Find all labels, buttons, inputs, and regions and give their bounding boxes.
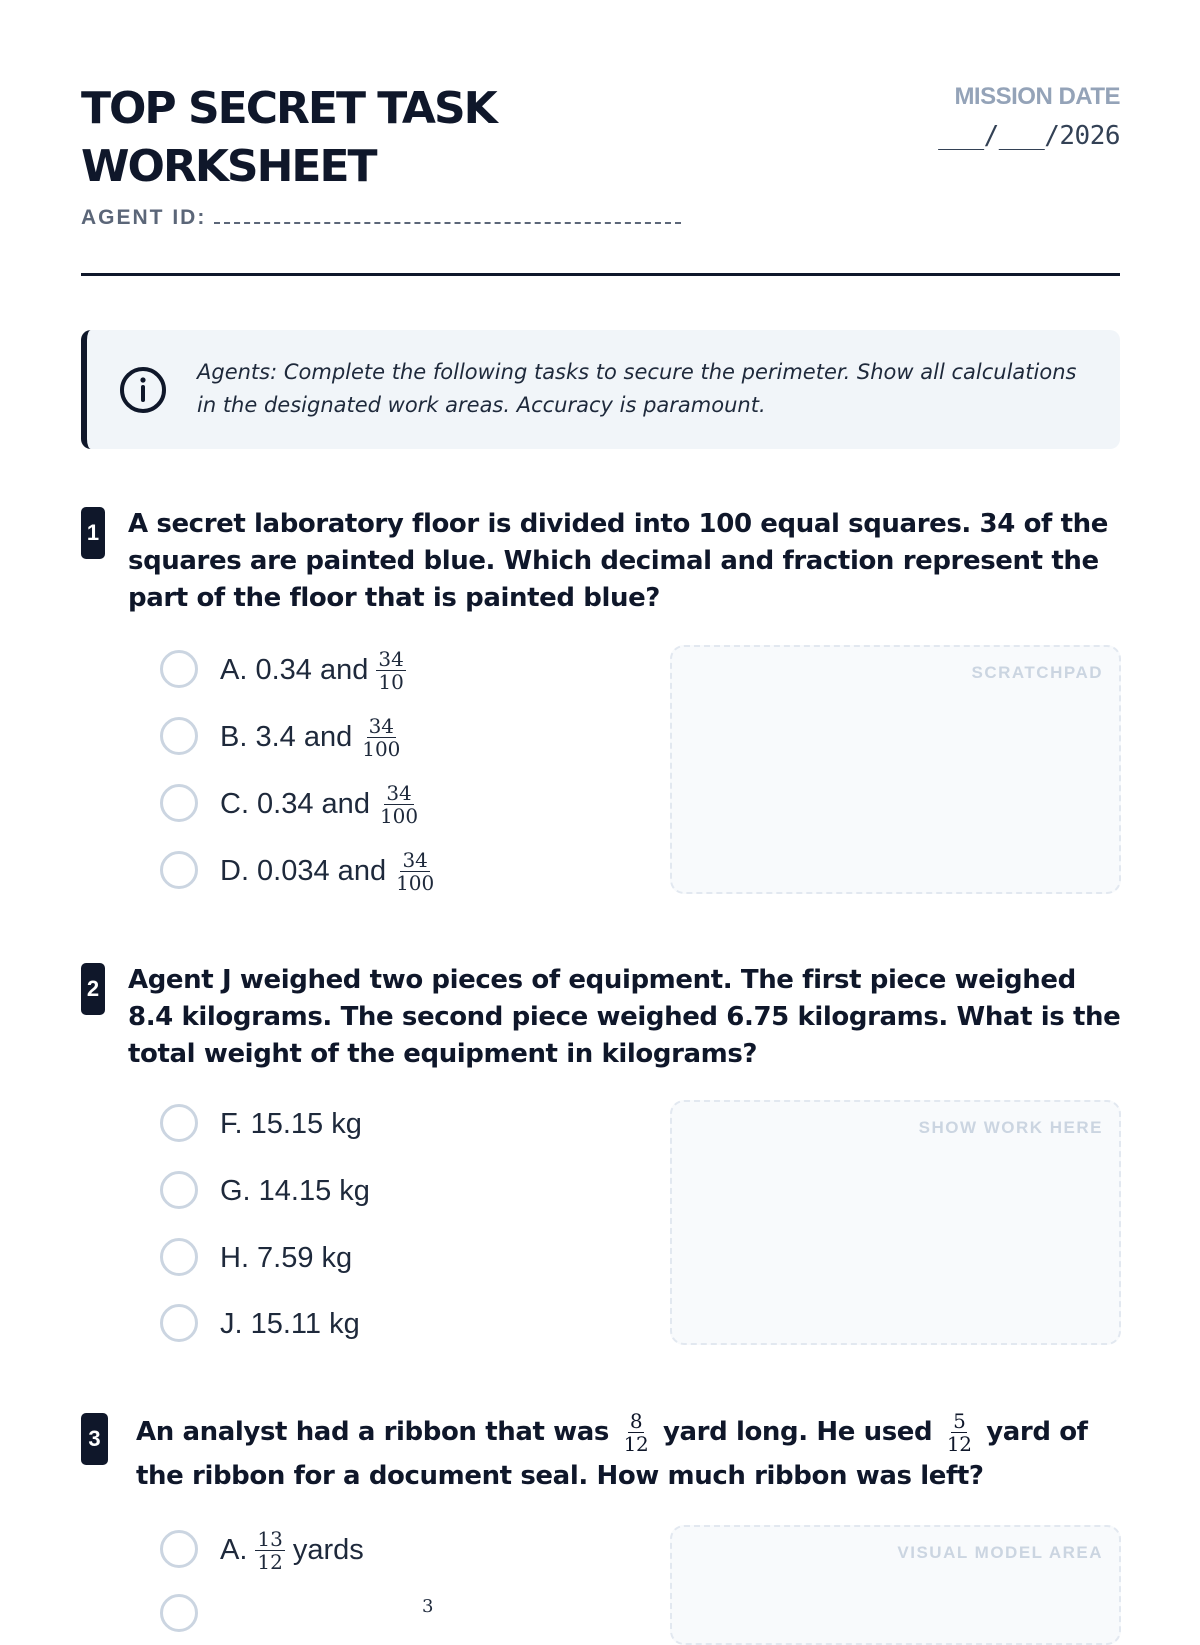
fraction-numerator: 13 [257, 1526, 283, 1551]
radio-button[interactable] [160, 1304, 198, 1342]
fraction [378, 782, 420, 827]
fraction-numerator: 8 [629, 1409, 643, 1433]
question-text-part: yard long. He used [662, 1417, 933, 1447]
work-area-label: SHOW WORK HERE [918, 1118, 1103, 1137]
fraction-numerator: 34 [386, 780, 412, 805]
work-area-label: VISUAL MODEL AREA [897, 1543, 1103, 1562]
option-text: A. 0.34 and [220, 653, 369, 686]
fraction-numerator: 5 [953, 1409, 966, 1433]
radio-button[interactable] [160, 1530, 198, 1568]
radio-button[interactable] [160, 1171, 198, 1209]
radio-button[interactable] [160, 784, 198, 822]
fraction [376, 648, 405, 693]
fraction-numerator: 3 [422, 1595, 434, 1617]
question-text-part: yard of the ribbon for a document seal. How much ribbon was left? [136, 1417, 1088, 1491]
agent-id-blank[interactable] [214, 204, 681, 224]
fraction [360, 715, 402, 760]
mission-date-field[interactable]: ___/___/2026 [938, 121, 1120, 151]
question-text: Agent J weighed two pieces of equipment. The first piece weighed 8.4 kilograms. The second piece weighed 6.75 kilograms. What is the total weight of the equipment in kilograms? [128, 965, 1121, 1069]
fraction-denominator: 12 [946, 1432, 972, 1456]
fraction-denominator: 12 [257, 1549, 283, 1574]
fraction-denominator: 10 [378, 669, 404, 694]
option-label [220, 646, 406, 694]
radio-button[interactable] [160, 851, 198, 889]
info-icon [117, 364, 169, 416]
agent-id-label: AGENT ID: [81, 206, 207, 229]
fraction [255, 1528, 284, 1573]
question-text: A secret laboratory floor is divided into 100 equal squares. 34 of the squares are painted blue. Which decimal and fraction represent the part of the floor that is painted blue? [128, 509, 1108, 613]
fraction-denominator: 100 [379, 803, 419, 828]
option-label [220, 713, 402, 761]
question-number-badge: 2 [81, 963, 105, 1015]
question-number-badge: 1 [81, 507, 105, 559]
scratchpad-area[interactable] [670, 645, 1121, 894]
option-text: A. [220, 1533, 248, 1566]
fraction-numerator: 34 [368, 713, 395, 738]
option-label [220, 847, 436, 895]
fraction-numerator: 34 [378, 646, 404, 671]
option-text: B. 3.4 and [220, 720, 353, 753]
question-text-part: An analyst had a ribbon that was [136, 1417, 609, 1447]
worksheet-title [81, 80, 601, 196]
fraction-denominator: 100 [362, 736, 401, 761]
fraction [945, 1410, 974, 1455]
question-number-badge: 3 [81, 1413, 108, 1465]
option-label: F. 15.15 kg [220, 1107, 362, 1140]
radio-button[interactable] [160, 1238, 198, 1276]
fraction-denominator: 100 [396, 870, 435, 895]
agent-id-field[interactable] [81, 204, 681, 230]
option-text: yards [292, 1533, 364, 1566]
option-text: D. 0.034 and [220, 854, 387, 887]
radio-button[interactable] [160, 1104, 198, 1142]
fraction [394, 849, 436, 894]
radio-button[interactable] [160, 717, 198, 755]
radio-button[interactable] [160, 650, 198, 688]
question-text [136, 1410, 1126, 1497]
title-line-1: TOP SECRET TASK [81, 83, 496, 134]
fraction-denominator: 12 [623, 1432, 649, 1456]
option-label: J. 15.11 kg [220, 1307, 360, 1340]
option-text: C. 0.34 and [220, 787, 370, 820]
info-callout [81, 330, 1120, 449]
title-line-2: WORKSHEET [81, 141, 376, 192]
header-divider [81, 273, 1120, 276]
option-label: G. 14.15 kg [220, 1174, 370, 1207]
mission-date-label: MISSION DATE [954, 83, 1120, 110]
show-work-area[interactable] [670, 1100, 1121, 1345]
option-label [220, 1526, 364, 1574]
option-label [220, 780, 420, 828]
work-area-label: SCRATCHPAD [971, 663, 1103, 682]
fraction [622, 1410, 651, 1455]
fraction-numerator: 34 [402, 847, 428, 872]
info-text: Agents: Complete the following tasks to secure the perimeter. Show all calculations in the designated work areas. Accuracy is paramount. [197, 360, 1077, 417]
visual-model-area[interactable] [670, 1525, 1121, 1645]
option-label: H. 7.59 kg [220, 1241, 353, 1274]
